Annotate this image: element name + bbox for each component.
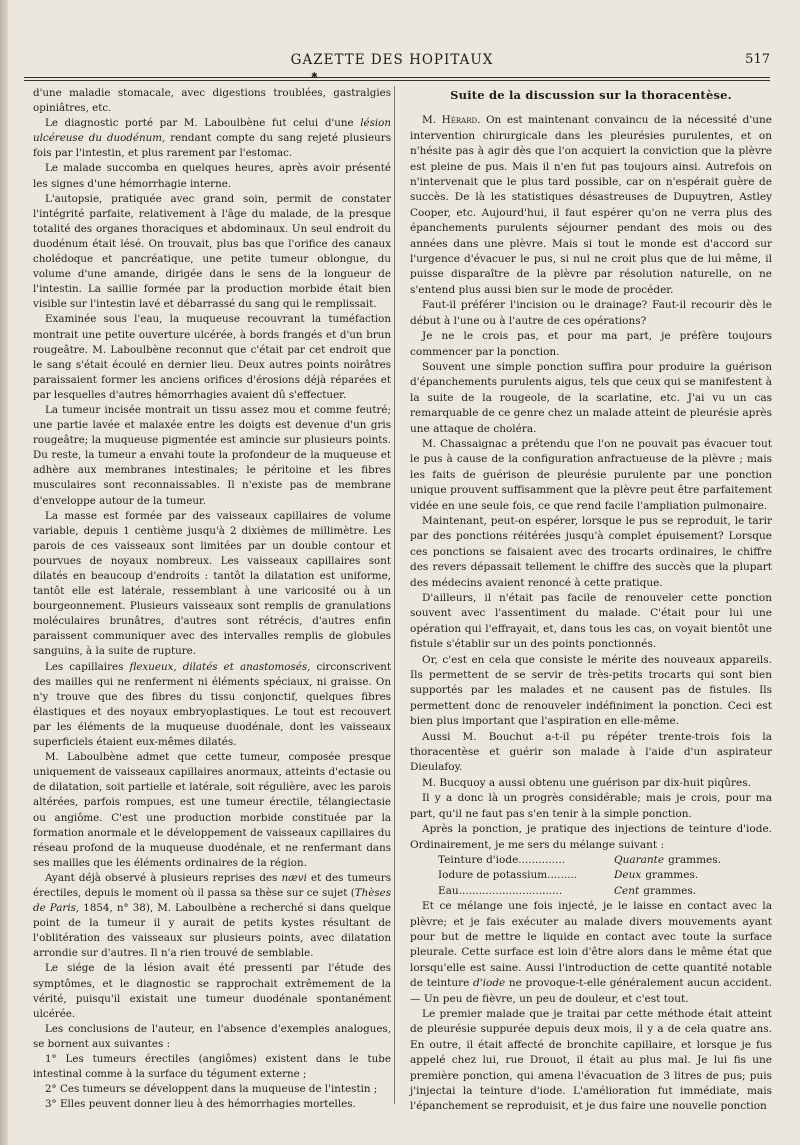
page-header <box>14 52 770 74</box>
text-run: Le diagnostic porté par M. Laboulbène fut celui d'une <box>45 117 361 130</box>
recipe-row <box>438 884 772 899</box>
newspaper-page <box>14 0 800 1145</box>
paragraph: Le siége de la lésion avait été pressenti par l'étude des symptômes, et le diagnostic se rapprochait extrêmement de la vérité, puisqu'il existait une tumeur duodénale spontanément ulcérée. <box>33 962 391 1020</box>
paragraph-autopsy: L'autopsie, pratiquée avec grand soin, permit de constater l'intégrité parfaite, relativement à l'âge du malade, de la presque totalité des organes thoraciques et abdominaux. Un seul endroit du duodénum était lésé. On trouvait, plus bas que l'orifice des canaux cholédoque et pancréatique, une petite tumeur oblongue, du volume d'une amande, dirigée dans le sens de la longueur de l'intestin. La saillie formée par la production morbide était bien visible sur l'intestin lavé et débarrassé du sang qui le remplissait. <box>33 192 391 311</box>
ingredient-quantity: Cent <box>614 884 640 897</box>
paragraph-herard <box>410 113 772 298</box>
text-run: 1854, n° 38), M. Laboulbène a recherché si dans quelque point de la tumeur il y aurait de petits kystes résultant de l'oblitération des vaisseaux sur plusieurs points, avec dilatation arrondie sur d'autres. Il n'a rien trouvé de semblable. <box>33 902 391 960</box>
italic-term: d'iode <box>473 977 506 990</box>
text-run: circonscrivent des mailles qui ne renferment ni éléments spéciaux, ni graisse. On n'y trouve que des fibres du tissu conjonctif, quelques fibres élastiques et des noyaux embryoplastiques. Le tout est recouvert par les éléments de la muqueuse duodénale, dont les vaisseaux superficiels étaient eux-mêmes dilatés. <box>33 660 391 749</box>
paragraph: M. Bucquoy a aussi obtenu une guérison par dix-huit piqûres. <box>422 776 751 789</box>
paragraph: Il y a donc là un progrès considérable; mais je crois, pour ma part, qu'il ne faut pas s'en tenir à la simple ponction. <box>410 792 772 820</box>
ingredient-quantity: Deux <box>614 869 642 882</box>
italic-term: lésion ulcéreuse du duodénum, <box>33 117 391 145</box>
paragraph: Examinée sous l'eau, la muqueuse recouvrant la tuméfaction montrait une petite ouverture ulcérée, à bords frangés et d'un brun rougeâtre. M. Laboulbène reconnut que c'était par cet endroit que le sang s'était écoulé en dernier lieu. Deux autres points noirâtres paraissaient former les anciens orifices d'érosions déjà réparées et par lesquelles d'autres hémorrhagies avaient dû s'effectuer. <box>33 313 391 401</box>
paragraph: Je ne le crois pas, et pour ma part, je préfère toujours commencer par la ponction. <box>410 330 772 358</box>
column-divider <box>394 86 395 1104</box>
paragraph-mixture <box>410 899 772 1007</box>
left-column <box>33 86 391 1112</box>
italic-citation: Thèses de Paris, <box>33 886 391 915</box>
ingredient-name: Eau............................... <box>438 884 563 897</box>
paragraph: Les conclusions de l'auteur, en l'absence d'exemples analogues, se bornent aux suivantes : <box>33 1022 391 1050</box>
paragraph: Maintenant, peut-on espérer, lorsque le pus se reproduit, le tarir par des ponctions réitérées jusqu'à complet épuisement? Lorsque ces ponctions se faisaient avec des trocarts ordinaires, le chiffre des revers dépassait tellement le chiffre des succès que la plupart des médecins avaient renoncé à cette pratique. <box>410 514 772 589</box>
header-ornament: ✱ <box>311 71 318 80</box>
paragraph: Après la ponction, je pratique des injections de teinture d'iode. Ordinairement, je me sers du mélange suivant : <box>410 823 772 851</box>
ingredient-unit: grammes. <box>643 884 697 897</box>
journal-title: GAZETTE DES HOPITAUX <box>290 52 494 68</box>
ingredient-unit: grammes. <box>645 869 699 882</box>
italic-term: flexueux, dilatés et anastomosés, <box>129 660 311 673</box>
text-run: Ayant déjà observé à plusieurs reprises des <box>45 871 282 884</box>
paragraph-diagnostic <box>33 116 391 161</box>
speaker-name: M. Hérard. <box>422 114 481 127</box>
section-title: Suite de la discussion sur la thoracentèse. <box>450 88 732 102</box>
text-run: On est maintenant convaincu de la nécessité d'une intervention chirurgicale dans les pleurésies purulentes, et on n'hésite pas à agir dès que l'on acquiert la conviction que la plèvre est pleine de pus. Mais il n'en fut pas toujours ainsi. Autrefois on n'intervenait que le plus tard possible, car on n'espérait guère de succès. De là les statistiques désastreuses de Dupuytren, Astley Cooper, etc. Aujourd'hui, il faut espérer qu'on ne verra plus des épanchements purulents séjourner pendant des mois ou des années dans une plèvre. Mais si tout le monde est d'accord sur l'urgence d'évacuer le pus, si nul ne croit plus que de lui même, il puisse disparaître de la plèvre par résolution naturelle, on ne s'entend plus aussi bien sur le mode de procéder. <box>410 114 772 296</box>
conclusion-item: 3° Elles peuvent donner lieu à des hémorrhagies mortelles. <box>45 1098 356 1111</box>
paragraph: La tumeur incisée montrait un tissu assez mou et comme feutré; une partie lavée et malaxée entre les doigts est devenue d'un gris rougeâtre; la muqueuse pigmentée est amincie sur plusieurs points. Du reste, la tumeur a envahi toute la profondeur de la muqueuse et adhère aux membranes intestinales; le péritoine et les fibres musculaires sont reconnaissables. Il n'existe pas de membrane d'enveloppe autour de la tumeur. <box>33 403 391 507</box>
text-run: Et ce mélange une fois injecté, je le laisse en contact avec la plèvre; et je fais exécuter au malade divers mouvements ayant pour but de mettre le liquide en contact avec toute la surface pleurale. Cette surface est loin d'être alors dans le même état que lorsqu'elle est saine. Aussi l'introduction de cette quantité notable de teinture <box>410 900 772 990</box>
paragraph: Le premier malade que je traitai par cette méthode était atteint de pleurésie suppurée depuis deux mois, il y a de cela quatre ans. En outre, il était affecté de bronchite capillaire, et lorsque je fus appelé chez lui, rue Drouot, il était au plus mal. Je lui fis une première ponction, qui amena l'évacuation de 3 litres de pus; puis j'injectai la teinture d'iode. L'amélioration fut immédiate, mais l'épanchement se reproduisit, et je dus faire une nouvelle ponction <box>410 1007 772 1113</box>
paragraph: D'ailleurs, il n'était pas facile de renouveler cette ponction souvent avec l'assentiment du malade. C'était pour lui une opération qui l'effrayait, et, dans tous les cas, on voyait bientôt une fistule s'établir sur un des points ponctionnés. <box>410 592 772 651</box>
text-run: Les capillaires <box>45 660 130 673</box>
conclusion-item: 1° Les tumeurs érectiles (angiômes) existent dans le tube intestinal comme à la surface du tégument externe ; <box>33 1053 391 1081</box>
recipe-table <box>438 853 772 899</box>
text-run: ne provoque-t-elle généralement aucun accident. — Un peu de fièvre, un peu de douleur, et c'est tout. <box>410 977 772 1005</box>
conclusion-item: 2° Ces tumeurs se développent dans la muqueuse de l'intestin ; <box>45 1083 378 1096</box>
ingredient-name: Teinture d'iode.............. <box>438 853 566 866</box>
paragraph: Or, c'est en cela que consiste le mérite des nouveaux appareils. Ils permettent de se servir de très-petits trocarts qui sont bien supportés par les malades et ne causent pas de fistules. Ils permettent donc de renouveler indéfiniment la ponction. Ceci est bien plus important que l'aspiration en elle-même. <box>410 653 772 728</box>
right-column <box>410 86 772 1115</box>
text-run: rendant compte du sang rejeté plusieurs fois par l'intestin, et plus rarement par l'estomac. <box>33 132 391 160</box>
paragraph: M. Chassaignac a prétendu que l'on ne pouvait pas évacuer tout le pus à cause de la configuration anfractueuse de la plèvre ; mais les faits de guérison de pleurésie purulente par une ponction unique prouvent suffisamment que la plèvre peut être parfaitement vidée en une seule fois, ce que rend facile l'ampliation pulmonaire. <box>410 437 772 512</box>
header-rule <box>24 77 770 81</box>
paragraph-capillaries <box>33 660 391 751</box>
recipe-row <box>438 853 772 868</box>
italic-term: nævi <box>281 871 307 884</box>
paragraph: d'une maladie stomacale, avec digestions troublées, gastralgies opiniâtres, etc. <box>33 87 391 115</box>
paragraph: Le malade succomba en quelques heures, après avoir présenté les signes d'une hémorrhagie interne. <box>33 162 391 190</box>
paragraph: La masse est formée par des vaisseaux capillaires de volume variable, depuis 1 centième jusqu'à 2 dixièmes de millimètre. Les parois de ces vaisseaux sont limitées par un double contour et pourvues de noyaux nombreux. Les vaisseaux capillaires sont dilatés en beaucoup d'endroits : tantôt la dilatation est uniforme, tantôt elle est latérale, ressemblant à une varicosité ou à un bourgeonnement. Plusieurs vaisseaux sont remplis de granulations moléculaires brunâtres, d'autres sont rétrécis, d'autres enfin paraissent communiquer avec des intervalles remplis de globules sanguins, à la suite de rupture. <box>33 509 391 658</box>
paragraph: Souvent une simple ponction suffira pour produire la guérison d'épanchements purulents aigus, tels que ceux qui se manifestent à la suite de la rougeole, de la scarlatine, etc. J'ai vu un cas remarquable de ce genre chez un malade atteint de pleurésie après une attaque de choléra. <box>410 360 772 435</box>
ingredient-unit: grammes. <box>668 853 721 866</box>
paragraph: Faut-il préférer l'incision ou le drainage? Faut-il recourir dès le début à l'une ou à l'autre de ces opérations? <box>410 299 772 327</box>
paragraph: Aussi M. Bouchut a-t-il pu répéter trente-trois fois la thoracentèse et guérir son malade à l'aide d'un aspirateur Dieulafoy. <box>410 730 772 774</box>
text-run: et des tumeurs érectiles, depuis le moment où il passa sa thèse sur ce sujet ( <box>33 871 391 899</box>
paragraph-naevi <box>33 871 391 962</box>
page-binding-edge <box>0 0 8 1145</box>
page-number: 517 <box>745 52 770 67</box>
recipe-row <box>438 868 772 883</box>
ingredient-quantity: Quarante <box>614 853 665 866</box>
ingredient-name: Iodure de potassium......... <box>438 869 578 882</box>
paragraph: M. Laboulbène admet que cette tumeur, composée presque uniquement de vaisseaux capillaires anormaux, atteints d'ectasie ou de dilatation, soit partielle et latérale, soit régulière, avec les parois altérées, parfois rompues, est une tumeur érectile, télangiectasie ou angiôme. C'est une production morbide constituée par la formation anormale et le développement de vaisseaux capillaires du réseau profond de la muqueuse duodénale, et ne renfermant dans ses mailles que les éléments ordinaires de la région. <box>33 751 391 869</box>
